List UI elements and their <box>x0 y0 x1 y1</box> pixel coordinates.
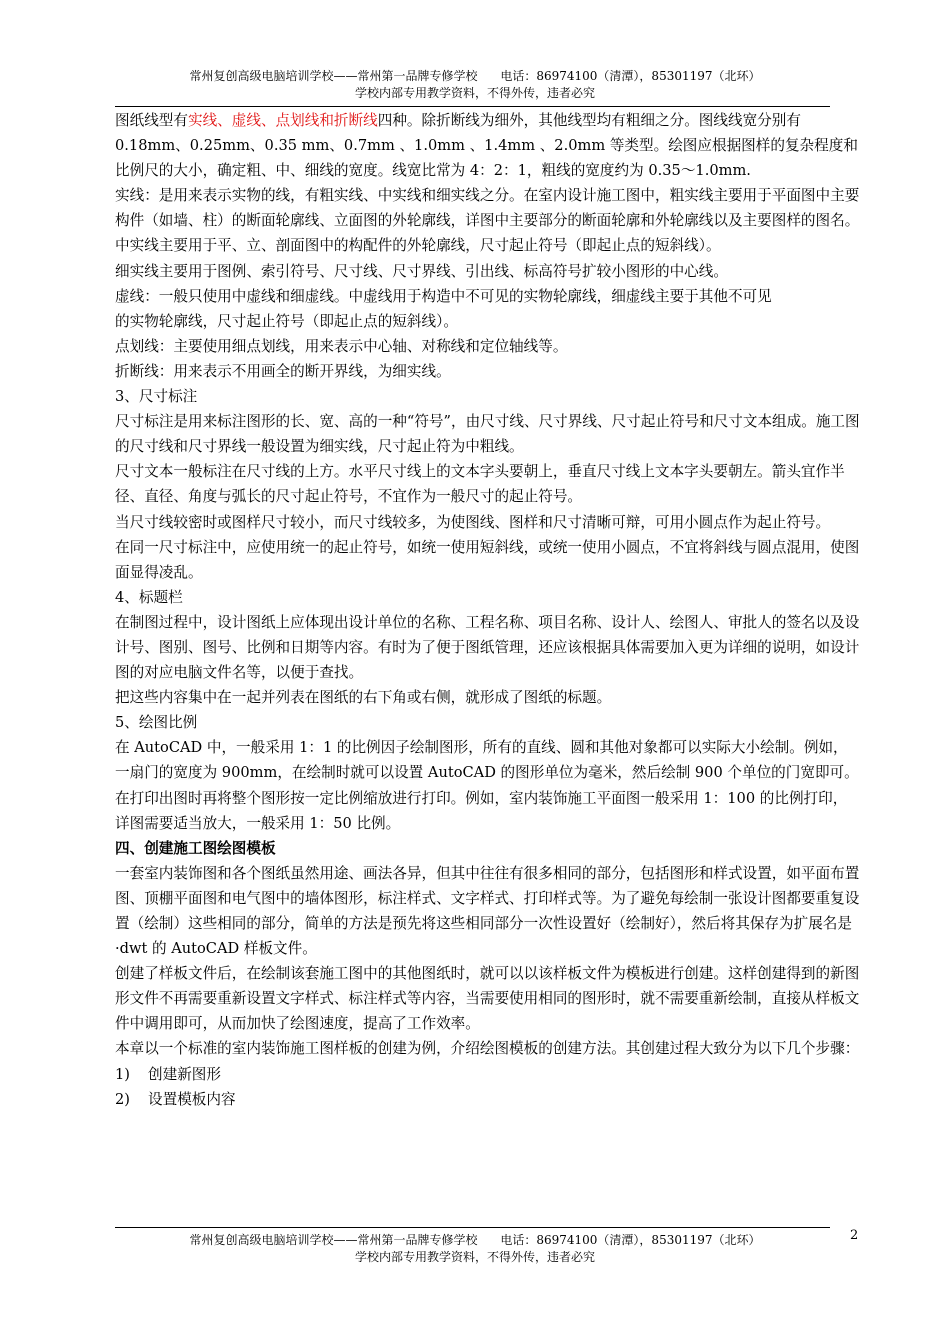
paragraph-title-block-position: 把这些内容集中在一起并列表在图纸的右下角或右侧，就形成了图纸的标题。 <box>115 689 612 707</box>
page-footer <box>0 1232 950 1266</box>
footer-line-1: 常州复创高级电脑培训学校——常州第一品牌专修学校 电话：86974100（清潭），85301197（北环） <box>189 1233 761 1247</box>
paragraph-thin-solid-line: 细实线主要用于图例、索引符号、尺寸线、尺寸界线、引出线、标高符号扩较小图形的中心线。 <box>115 262 728 280</box>
page-number: 2 <box>850 1228 859 1243</box>
paragraph-template-intro: 一套室内装饰图和各个图纸虽然用途、画法各异，但其中往往有很多相同的部分，包括图形和样式设置，如平面布置图、顶棚平面图和电气图中的墙体图形，标注样式、文字样式、打印样式等。为了避免每绘制一张设计图都要重复设置（绘制）这些相同的部分，简单的方法是预先将这些相同部分一次性设置好（绘制好），然后将其保存为扩展名是·dwt 的 AutoCAD 样板文件。 <box>115 864 860 958</box>
highlighted-line-types: 实线、虚线、点划线和折断线 <box>187 112 378 129</box>
chapter-heading-template: 四、创建施工图绘图模板 <box>115 839 276 857</box>
paragraph-dimension-intro: 尺寸标注是用来标注图形的长、宽、高的一种“符号”，由尺寸线、尺寸界线、尺寸起止符号和尺寸文本组成。施工图的尺寸线和尺寸界线一般设置为细实线，尺寸起止符为中粗线。 <box>115 413 860 456</box>
paragraph-line-types: 图纸线型有实线、虚线、点划线和折断线四种。除折断线为细外，其他线型均有粗细之分。图线线宽分别有 0.18mm、0.25mm、0.35 mm、0.7mm 、1.0mm 、1.4mm 、2.0mm 等类型。绘图应根据图样的复杂程度和比例尺的大小，确定粗、中、细线的宽度。线宽比常为 4：2：1，粗线的宽度约为 0.35～1.0mm. <box>115 112 858 180</box>
footer-rule <box>115 1227 830 1228</box>
header-line-2: 学校内部专用教学资料，不得外传，违者必究 <box>354 86 595 100</box>
paragraph-dimension-text: 尺寸文本一般标注在尺寸线的上方。水平尺寸线上的文本字头要朝上，垂直尺寸线上文本字头要朝左。箭头宜作半径、直径、角度与弧长的尺寸起止符号，不宜作为一般尺寸的起止符号。 <box>115 463 845 506</box>
paragraph-dimension-dots: 当尺寸线较密时或图样尺寸较小，而尺寸线较多，为使图线、图样和尺寸清晰可辩，可用小圆点作为起止符号。 <box>115 513 831 531</box>
paragraph-dimension-consistency: 在同一尺寸标注中，应使用统一的起止符号，如统一使用短斜线，或统一使用小圆点，不宜将斜线与圆点混用，使图面显得凌乱。 <box>115 538 860 581</box>
paragraph-medium-solid-line: 中实线主要用于平、立、剖面图中的构配件的外轮廓线，尺寸起止符号（即起止点的短斜线）。 <box>115 237 721 255</box>
section-heading-scale: 5、绘图比例 <box>115 714 198 732</box>
paragraph-dot-dash-line: 点划线：主要使用细点划线，用来表示中心轴、对称线和定位轴线等。 <box>115 337 568 355</box>
paragraph-break-line: 折断线：用来表示不用画全的断开界线，为细实线。 <box>115 362 451 380</box>
paragraph-solid-line: 实线：是用来表示实物的线，有粗实线、中实线和细实线之分。在室内设计施工图中，粗实线主要用于平面图中主要构件（如墙、柱）的断面轮廓线、立面图的外轮廓线，详图中主要部分的断面轮廓和外轮廓线以及主要图样的图名。 <box>115 187 860 230</box>
header-rule <box>115 106 830 107</box>
paragraph-dashed-line-cont: 的实物轮廓线，尺寸起止符号（即起止点的短斜线）。 <box>115 312 458 330</box>
paragraph-title-block: 在制图过程中，设计图纸上应体现出设计单位的名称、工程名称、项目名称、设计人、绘图人、审批人的签名以及设计号、图别、图号、比例和日期等内容。有时为了便于图纸管理，还应该根据具体需要加入更为详细的说明，如设计图的对应电脑文件名等，以便于查找。 <box>115 613 860 682</box>
section-heading-dimension: 3、尺寸标注 <box>115 388 198 406</box>
list-item: 2) 设置模板内容 <box>115 1090 236 1108</box>
paragraph-scale: 在 AutoCAD 中，一般采用 1：1 的比例因子绘制图形，所有的直线、圆和其他对象都可以实际大小绘制。例如，一扇门的宽度为 900mm，在绘制时就可以设置 AutoCAD 的图形单位为毫米，然后绘制 900 个单位的门宽即可。在打印出图时再将整个图形按一定比例缩放进行打印。例如，室内装饰施工平面图一般采用 1：100 的比例打印，详图需要适当放大，一般采用 1：50 比例。 <box>115 739 859 832</box>
header-line-1: 常州复创高级电脑培训学校——常州第一品牌专修学校 电话：86974100（清潭），85301197（北环） <box>189 69 761 83</box>
footer-line-2: 学校内部专用教学资料，不得外传，违者必究 <box>354 1250 595 1264</box>
page-header <box>0 68 950 102</box>
list-item: 1) 创建新图形 <box>115 1065 221 1083</box>
paragraph-dashed-line: 虚线：一般只使用中虚线和细虚线。中虚线用于构造中不可见的实物轮廓线，细虚线主要于其他不可见 <box>115 287 772 305</box>
document-body <box>115 108 860 1112</box>
paragraph-template-steps-intro: 本章以一个标准的室内装饰施工图样板的创建为例，介绍绘图模板的创建方法。其创建过程大致分为以下几个步骤： <box>115 1040 860 1058</box>
section-heading-title-block: 4、标题栏 <box>115 588 183 606</box>
paragraph-template-usage: 创建了样板文件后，在绘制该套施工图中的其他图纸时，就可以以该样板文件为模板进行创建。这样创建得到的新图形文件不再需要重新设置文字样式、标注样式等内容，当需要使用相同的图形时，就不需要重新绘制，直接从样板文件中调用即可，从而加快了绘图速度，提高了工作效率。 <box>115 965 860 1033</box>
